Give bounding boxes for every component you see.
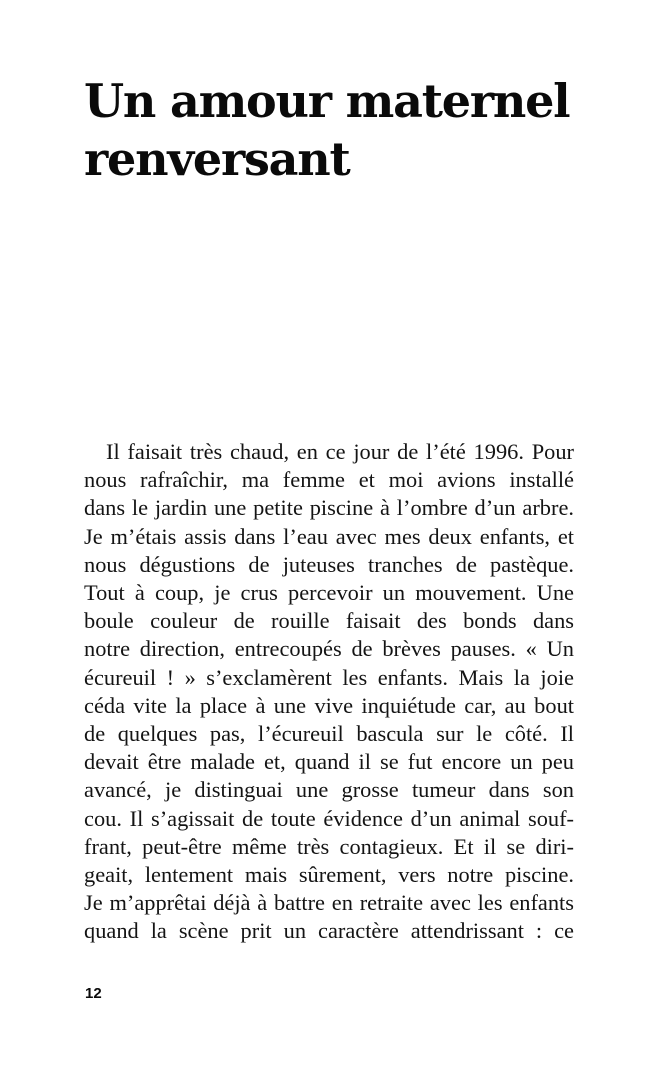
text-line: avancé, je distinguai une grosse tumeur dans son — [84, 777, 574, 803]
text-line: cou. Il s’agissait de toute évidence d’un animal souf- — [84, 805, 574, 831]
text-line: Tout à coup, je crus percevoir un mouvement. Une — [84, 580, 574, 606]
text-line: Il faisait très chaud, en ce jour de l’été 1996. Pour — [106, 439, 574, 464]
text-line: quand la scène prit un caractère attendrissant : ce — [84, 918, 574, 944]
page-number: 12 — [85, 985, 102, 1002]
chapter-title — [84, 72, 604, 188]
text-line: dans le jardin une petite piscine à l’ombre d’un arbre. — [84, 495, 574, 521]
chapter-title-line: Un amour maternel — [84, 74, 570, 128]
text-line: nous rafraîchir, ma femme et moi avions installé — [84, 467, 574, 493]
text-line: Je m’étais assis dans l’eau avec mes deux enfants, et — [84, 523, 574, 549]
text-line: frant, peut-être même très contagieux. Et il se diri- — [84, 833, 574, 859]
text-line: geait, lentement mais sûrement, vers notre piscine. — [84, 862, 574, 888]
text-line: nous dégustions de juteuses tranches de pastèque. — [84, 551, 574, 577]
text-line: devait être malade et, quand il se fut encore un peu — [84, 749, 574, 775]
text-line: boule couleur de rouille faisait des bonds dans — [84, 608, 574, 634]
text-line: écureuil ! » s’exclamèrent les enfants. Mais la joie — [84, 664, 574, 690]
text-line: de quelques pas, l’écureuil bascula sur le côté. Il — [84, 721, 574, 747]
text-line: notre direction, entrecoupés de brèves pauses. « Un — [84, 636, 574, 662]
chapter-title-line: renversant — [84, 132, 350, 186]
body-paragraph — [84, 438, 574, 946]
text-line: céda vite la place à une vive inquiétude car, au bout — [84, 692, 574, 718]
text-line: Je m’apprêtai déjà à battre en retraite avec les enfants — [84, 890, 574, 916]
